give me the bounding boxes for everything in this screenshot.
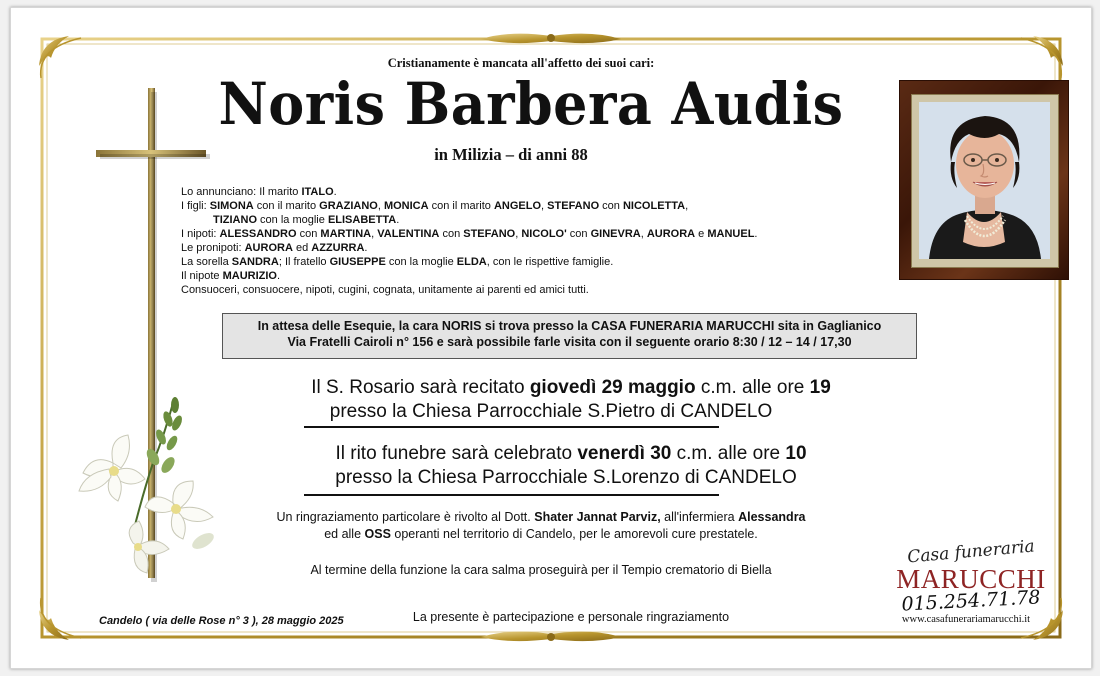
bold-text: SIMONA — [209, 200, 254, 212]
rosary-line1: Il S. Rosario sarà recitato giovedì 29 maggio c.m. alle ore 19 — [311, 377, 831, 398]
portrait-frame — [899, 80, 1069, 280]
relatives-line: I figli: SIMONA con il marito GRAZIANO, MONICA con il marito ANGELO, STEFANO con NICOLETTA, — [181, 200, 689, 212]
divider-rule — [304, 494, 719, 496]
funeral-home-phone: 015.254.71.78 — [901, 586, 1041, 616]
wake-notice-line2: Via Fratelli Cairoli n° 156 e sarà possibile farle visita con il seguente orario 8:30 / 12 – 14 / 17,30 — [287, 334, 852, 349]
funeral-home-name: MARUCCHI — [896, 564, 1046, 594]
portrait-mat — [911, 94, 1059, 268]
bold-text: AURORA — [646, 228, 696, 240]
bold-text: MARTINA — [320, 228, 372, 240]
bold-text: ITALO — [301, 186, 334, 198]
bold-text: Shater Jannat Parviz, — [534, 510, 661, 524]
thanks-line2: ed alle OSS operanti nel territorio di Candelo, per le amorevoli cure prestatele. — [324, 526, 758, 541]
bold-text: AURORA — [244, 242, 293, 254]
bold-text: GINEVRA — [590, 228, 641, 240]
funeral-home-website[interactable]: www.casafunerariamarucchi.it — [901, 614, 1031, 625]
obituary-card — [10, 7, 1092, 669]
bold-text: 10 — [785, 443, 807, 464]
thanks-line1: Un ringraziamento particolare è rivolto al Dott. Shater Jannat Parviz, all'infermiera Alessandra — [276, 510, 806, 524]
bold-text: giovedì 29 maggio — [529, 377, 696, 398]
relatives-list — [181, 185, 881, 297]
relatives-line: Le pronipoti: AURORA ed AZZURRA. — [181, 242, 368, 254]
participation-note: La presente è partecipazione e personale ringraziamento — [412, 610, 730, 624]
deceased-subname: in Milizia – di anni 88 — [434, 145, 588, 164]
wake-notice-box — [222, 313, 917, 359]
bold-text: MONICA — [383, 200, 429, 212]
bold-text: Alessandra — [738, 510, 806, 524]
place-date: Candelo ( via delle Rose n° 3 ), 28 maggio 2025 — [99, 615, 344, 627]
bold-text: venerdì 30 — [577, 443, 672, 464]
intro-line: Cristianamente è mancata all'affetto dei suoi cari: — [387, 56, 655, 70]
final-note: Al termine della funzione la cara salma proseguirà per il Tempio crematorio di Biella — [310, 563, 772, 577]
bottom-center-ornament — [481, 632, 621, 641]
funeral-line1: Il rito funebre sarà celebrato venerdì 30 c.m. alle ore 10 — [335, 443, 807, 464]
relatives-line: TIZIANO con la moglie ELISABETTA. — [213, 214, 400, 226]
bold-text: GIUSEPPE — [329, 256, 386, 268]
thanks-text — [191, 509, 891, 542]
bold-text: ELISABETTA — [327, 214, 397, 226]
funeral-home-label: Casa funeraria — [906, 536, 1036, 568]
relatives-line: La sorella SANDRA; Il fratello GIUSEPPE con la moglie ELDA, con le rispettive famiglie. — [181, 256, 614, 268]
bold-text: ELDA — [456, 256, 487, 268]
bold-text: SANDRA — [231, 256, 279, 268]
bold-text: STEFANO — [463, 228, 516, 240]
bold-text: GRAZIANO — [319, 200, 378, 212]
bold-text: ALESSANDRO — [219, 228, 297, 240]
wake-notice-line1: In attesa delle Esequie, la cara NORIS si trova presso la CASA FUNERARIA MARUCCHI sita in Gaglianico — [257, 319, 882, 333]
bold-text: TIZIANO — [213, 214, 257, 226]
rosary-line2: presso la Chiesa Parrocchiale S.Pietro di CANDELO — [329, 401, 773, 422]
bold-text: MANUEL — [707, 228, 755, 240]
portrait-photo-icon — [919, 102, 1050, 259]
bold-text: NICOLO' — [521, 228, 567, 240]
bold-text: NICOLETTA — [622, 200, 686, 212]
bold-text: OSS — [364, 526, 391, 541]
funeral-line2: presso la Chiesa Parrocchiale S.Lorenzo di CANDELO — [335, 467, 797, 488]
bold-text: MAURIZIO — [222, 270, 277, 282]
bold-text: 19 — [809, 377, 831, 398]
relatives-line: Consuoceri, consuocere, nipoti, cugini, cognata, unitamente ai parenti ed amici tutti. — [181, 284, 589, 296]
deceased-name: Noris Barbera Audis — [218, 70, 844, 138]
relatives-line: Il nipote MAURIZIO. — [181, 270, 281, 282]
top-center-ornament — [481, 34, 621, 43]
relatives-line: Lo annunciano: Il marito ITALO. — [181, 186, 337, 198]
bold-text: STEFANO — [547, 200, 600, 212]
bold-text: ANGELO — [493, 200, 542, 212]
relatives-line: I nipoti: ALESSANDRO con MARTINA, VALENTINA con STEFANO, NICOLO' con GINEVRA, AURORA e MANUEL. — [181, 228, 758, 240]
divider-rule — [304, 426, 719, 428]
bold-text: AZZURRA — [311, 242, 365, 254]
bold-text: VALENTINA — [377, 228, 440, 240]
